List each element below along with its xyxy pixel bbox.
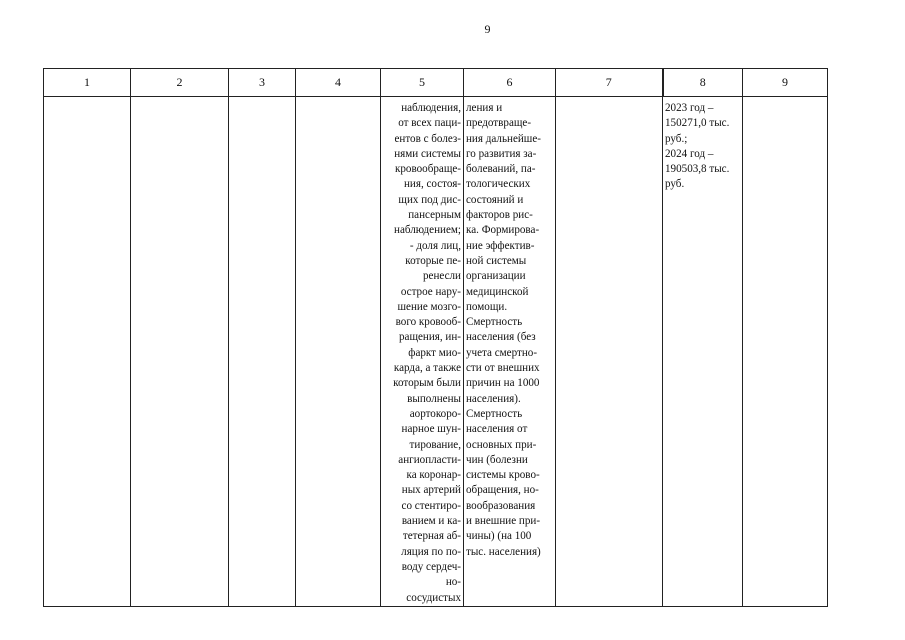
program-table bbox=[43, 68, 828, 607]
header-col-4: 4 bbox=[296, 69, 381, 97]
cell-col-5 bbox=[381, 97, 464, 607]
cell-col-6-text: ления и предотвраще- ния дальнейше- го развития за- болеваний, па- тологических состояний и факторов рис- ка. Формирова- ние эффектив- ной системы организации медицинской помощи. Смертность населения (без учета смертно- сти от внешних причин на 1000 населения). Смертность населения от основных при- чин (болезни системы крово- обращения, но- вообразования и внешние при- чины) (на 100 тыс. населения) bbox=[466, 102, 541, 558]
cell-col-6 bbox=[464, 97, 556, 607]
cell-col-2 bbox=[131, 97, 229, 607]
cell-col-7 bbox=[556, 97, 663, 607]
header-col-1: 1 bbox=[44, 69, 131, 97]
page-number: 9 bbox=[484, 22, 491, 36]
cell-col-3 bbox=[229, 97, 296, 607]
cell-col-8-text: 2023 год – 150271,0 тыс. руб.; 2024 год – 190503,8 тыс. руб. bbox=[665, 102, 730, 191]
header-col-2: 2 bbox=[131, 69, 229, 97]
header-col-6: 6 bbox=[464, 69, 556, 97]
header-col-5: 5 bbox=[381, 69, 464, 97]
cell-col-9 bbox=[743, 97, 828, 607]
header-col-8: 8 bbox=[663, 69, 743, 97]
cell-col-1 bbox=[44, 97, 131, 607]
cell-col-4 bbox=[296, 97, 381, 607]
cell-col-5-text: наблюдения, от всех паци- ентов с болез- нями системы кровообраще- ния, состоя- щих под дис- пансерным наблюдением; - доля лиц, которые пе- ренесли острое нару- шение мозго- вого кровооб- ращения, ин- фаркт мио- карда, а также которым были выполнены аортокоро- нарное шун- тирование, ангиопласти- ка коронар- ных артерий со стентиро- ванием и ка- тетерная аб- ляция по по- воду сердеч- но- сосудистых bbox=[393, 102, 461, 604]
cell-col-8 bbox=[663, 97, 743, 607]
header-col-3: 3 bbox=[229, 69, 296, 97]
header-col-7: 7 bbox=[556, 69, 663, 97]
header-col-9: 9 bbox=[743, 69, 828, 97]
table-row bbox=[44, 97, 828, 607]
table-header-row bbox=[44, 69, 828, 97]
